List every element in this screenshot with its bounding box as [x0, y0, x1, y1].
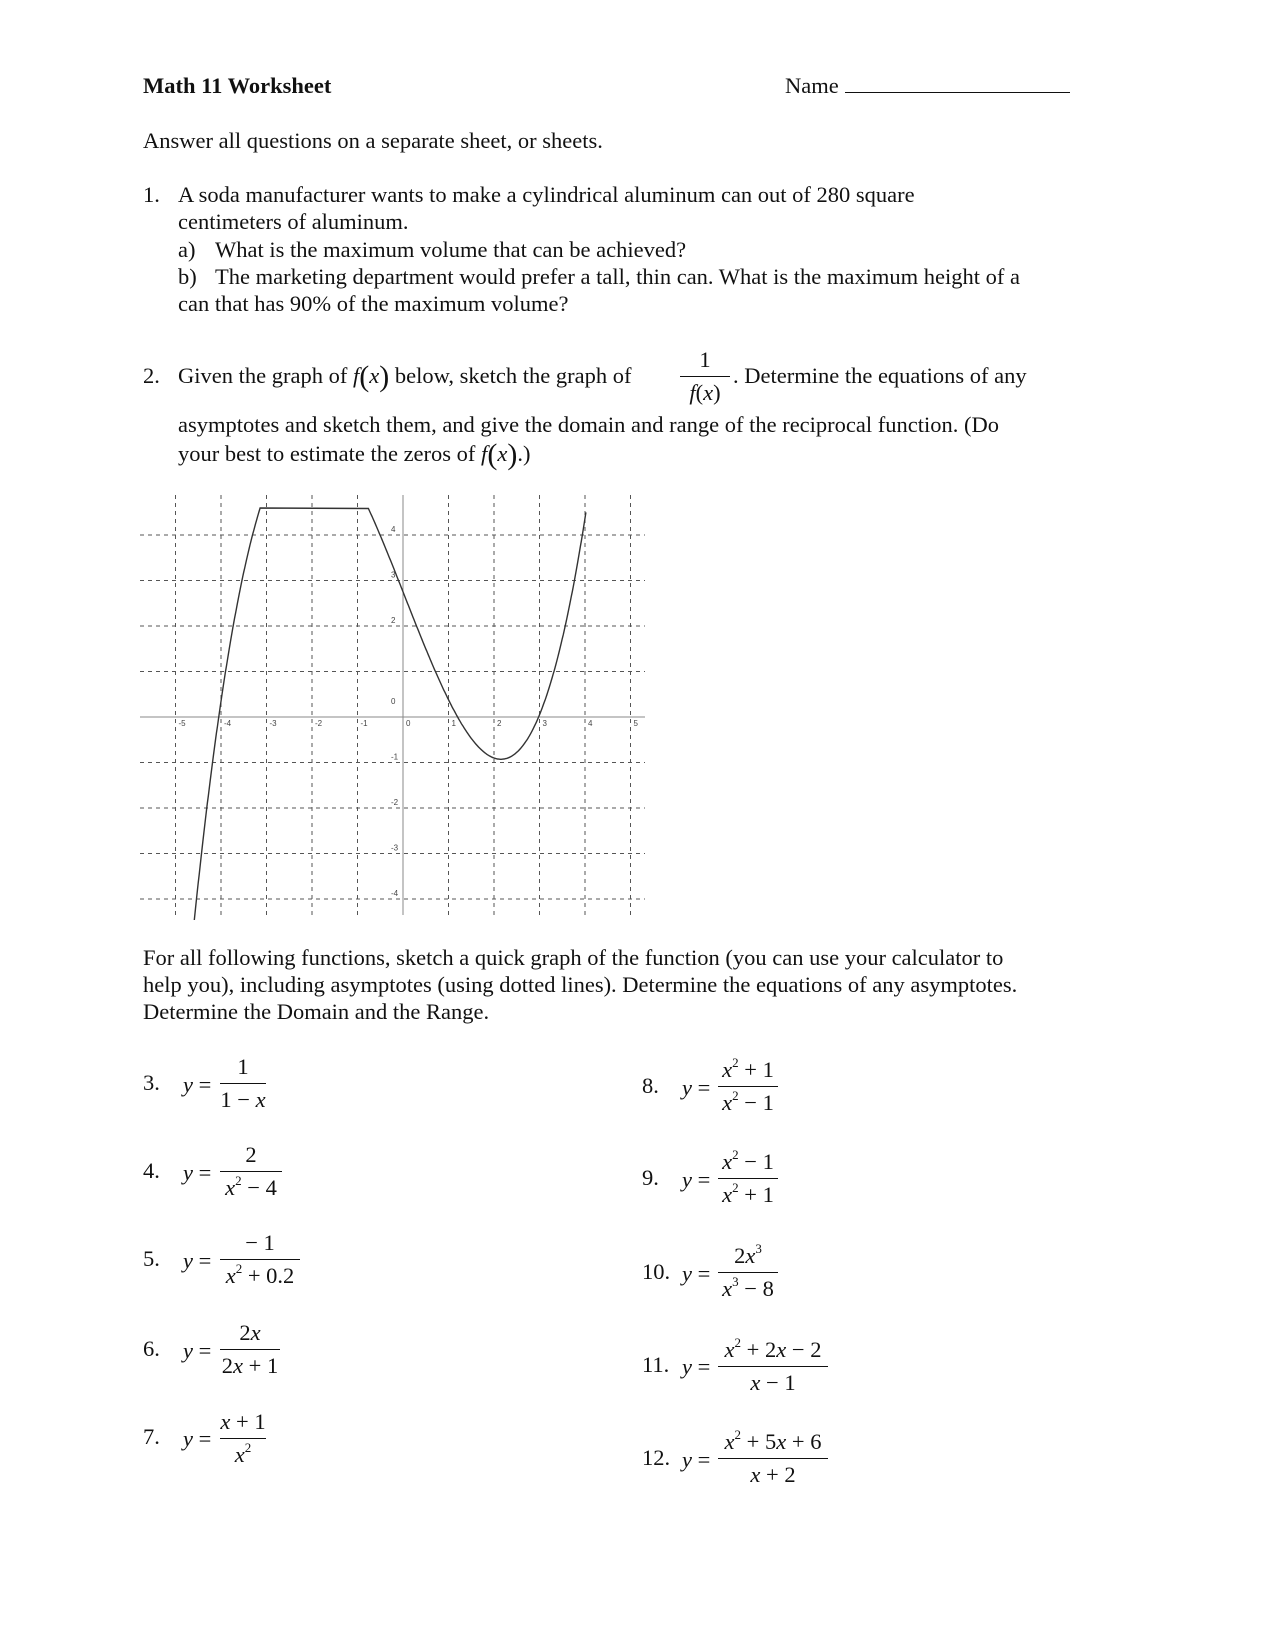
denominator: $x^2 + 0.2$ [225, 1261, 295, 1288]
y-tick-label: 0 [391, 697, 396, 706]
y-equals: y = [682, 1167, 711, 1192]
y-equals: y = [682, 1075, 711, 1100]
numerator: $x^2 + 1$ [722, 1055, 774, 1082]
y-tick-label: 3 [391, 570, 396, 580]
y-equals: y = [183, 1338, 212, 1363]
y-equals: y = [183, 1248, 212, 1273]
q1a-label: a) [178, 237, 196, 262]
q1b-text: The marketing department would prefer a tall, thin can. What is the maximum height of a [215, 264, 1020, 289]
name-field[interactable] [785, 72, 1070, 99]
equation-number: 9. [642, 1165, 659, 1190]
reciprocal-denominator: f(x) [689, 380, 721, 405]
equation-number: 3. [143, 1070, 160, 1095]
q2-pre: Given the graph of [178, 363, 348, 388]
numerator: 2x [239, 1320, 261, 1345]
denominator: x + 2 [750, 1462, 796, 1487]
name-blank-line[interactable] [845, 72, 1070, 93]
y-tick-label: -2 [391, 798, 399, 807]
numerator: 1 [237, 1054, 249, 1079]
numerator: $x^2 + 5x + 6$ [724, 1427, 822, 1454]
numerator: $2x^3$ [734, 1241, 762, 1268]
x-tick-label: 2 [497, 719, 502, 728]
equation-fraction [220, 1409, 266, 1468]
y-tick-label: 4 [391, 525, 396, 534]
equation-fraction [718, 1243, 778, 1302]
q2-line3: your best to estimate the zeros of f(x).) [178, 438, 531, 471]
fx-f: f [352, 363, 360, 388]
q1b-line2: can that has 90% of the maximum volume? [178, 291, 569, 316]
x-tick-label: -1 [360, 719, 368, 728]
y-equals: y = [183, 1072, 212, 1097]
denominator: $x^2 - 4$ [225, 1173, 277, 1200]
y-tick-label: 2 [391, 616, 396, 625]
q2-post: . Determine the equations of any [733, 363, 1027, 388]
numerator: $x^2 + 2x - 2$ [724, 1335, 822, 1362]
equation-fraction [220, 1320, 280, 1379]
equation-number: 11. [642, 1352, 670, 1377]
y-equals: y = [682, 1354, 711, 1379]
x-tick-label: -3 [269, 719, 277, 728]
x-tick-label: 4 [588, 719, 593, 728]
y-tick-label: -3 [391, 843, 399, 853]
equation-fraction [220, 1142, 282, 1201]
equation-number: 6. [143, 1336, 160, 1361]
q1b-label: b) [178, 264, 197, 289]
denominator: $x^2$ [234, 1440, 252, 1467]
y-equals: y = [682, 1447, 711, 1472]
y-equals: y = [682, 1261, 711, 1286]
y-equals: y = [183, 1160, 212, 1185]
denominator: $x^3 - 8$ [722, 1274, 774, 1301]
instructions: Answer all questions on a separate sheet, or sheets. [143, 128, 603, 153]
q1-line1: A soda manufacturer wants to make a cylindrical aluminum can out of 280 square [178, 182, 915, 207]
denominator: 1 − x [220, 1087, 266, 1112]
numerator: 2 [245, 1142, 257, 1167]
q1-line2: centimeters of aluminum. [178, 209, 409, 234]
name-label: Name [785, 73, 839, 98]
q2-line1: Given the graph of f(x) below, sketch the graph of [178, 360, 632, 393]
q2-number: 2. [143, 363, 160, 388]
fx-x: x [369, 363, 380, 388]
equation-fraction [718, 1337, 828, 1396]
y-equals: y = [183, 1426, 212, 1451]
x-tick-label: -4 [224, 719, 232, 728]
denominator: 2x + 1 [221, 1353, 279, 1378]
reciprocal-numerator: 1 [699, 347, 711, 372]
worksheet-title: Math 11 Worksheet [143, 73, 332, 98]
section2-line3: Determine the Domain and the Range. [143, 999, 490, 1024]
y-tick-label: -4 [391, 889, 399, 898]
x-tick-label: 1 [451, 719, 456, 728]
q2-mid: below, sketch the graph of [394, 363, 632, 388]
equation-fraction [220, 1230, 300, 1289]
x-tick-label: 5 [633, 719, 638, 728]
equation-number: 5. [143, 1246, 160, 1271]
numerator: x + 1 [220, 1409, 266, 1434]
x-tick-label: 3 [542, 719, 547, 728]
equation-number: 7. [143, 1424, 160, 1449]
equation-number: 10. [642, 1259, 671, 1284]
equation-fraction [220, 1054, 266, 1113]
x-tick-label: 0 [406, 719, 411, 728]
equation-fraction [718, 1149, 778, 1208]
numerator: $x^2 - 1$ [722, 1147, 774, 1174]
q1a-text: What is the maximum volume that can be achieved? [215, 237, 687, 262]
denominator: $x^2 + 1$ [722, 1180, 774, 1207]
numerator: − 1 [245, 1230, 275, 1255]
equation-fraction [718, 1429, 828, 1488]
equation-number: 12. [642, 1445, 671, 1470]
q1-number: 1. [143, 182, 160, 207]
q2-line2: asymptotes and sketch them, and give the domain and range of the reciprocal function. (Do [178, 412, 999, 437]
fx-curve [194, 508, 586, 920]
function-graph [140, 495, 650, 920]
denominator: $x^2 - 1$ [722, 1088, 774, 1115]
equation-fraction [718, 1057, 778, 1116]
equation-number: 8. [642, 1073, 659, 1098]
reciprocal-fraction [680, 347, 730, 406]
x-tick-label: -5 [178, 719, 186, 728]
equation-number: 4. [143, 1158, 160, 1183]
section2-line1: For all following functions, sketch a quick graph of the function (you can use your calculator to [143, 945, 1004, 970]
denominator: x − 1 [750, 1370, 796, 1395]
section2-line2: help you), including asymptotes (using dotted lines). Determine the equations of any asymptotes. [143, 972, 1018, 997]
x-tick-label: -2 [315, 719, 323, 728]
y-tick-label: -1 [391, 752, 399, 762]
